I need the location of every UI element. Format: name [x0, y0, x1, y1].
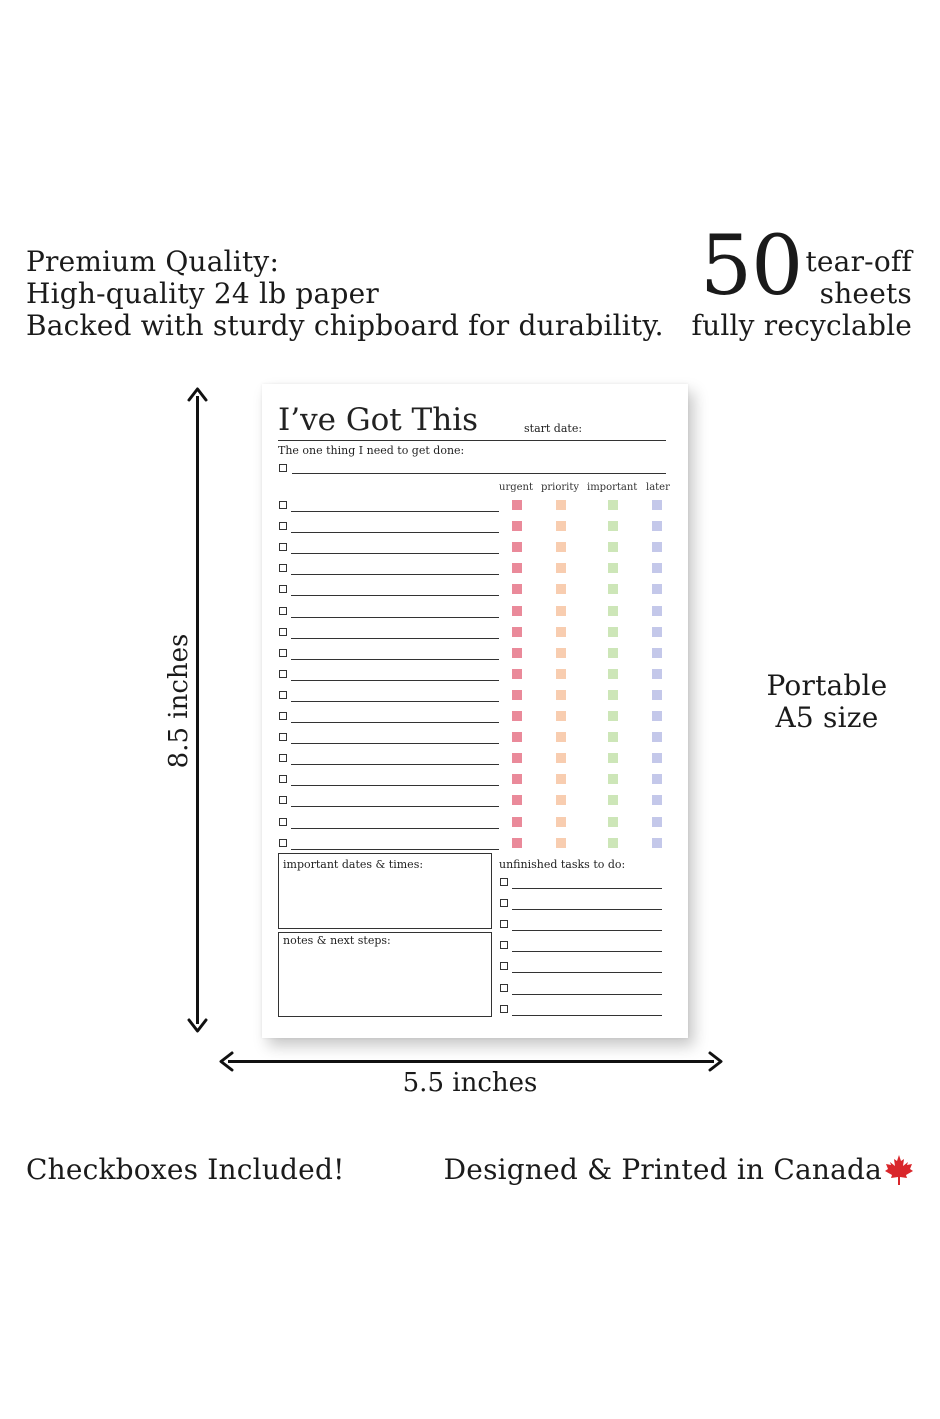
later-marker[interactable]	[652, 500, 662, 510]
priority-marker[interactable]	[556, 817, 566, 827]
task-checkbox[interactable]	[279, 818, 287, 826]
portable-size-block	[760, 670, 894, 734]
priority-marker[interactable]	[556, 648, 566, 658]
important-marker[interactable]	[608, 753, 618, 763]
planner-title: I’ve Got This	[278, 402, 479, 438]
important-marker[interactable]	[608, 669, 618, 679]
priority-marker[interactable]	[556, 711, 566, 721]
height-arrow-head-up-icon	[187, 386, 208, 402]
task-checkbox[interactable]	[279, 522, 287, 530]
task-line[interactable]	[291, 764, 499, 765]
later-marker[interactable]	[652, 627, 662, 637]
urgent-marker[interactable]	[512, 774, 522, 784]
priority-marker[interactable]	[556, 732, 566, 742]
column-important-header: important	[587, 482, 638, 493]
checkboxes-included-text: Checkboxes Included!	[26, 1153, 345, 1186]
task-checkbox[interactable]	[279, 628, 287, 636]
unfinished-checkbox[interactable]	[500, 878, 508, 886]
important-marker[interactable]	[608, 774, 618, 784]
premium-quality-title: Premium Quality:	[26, 245, 280, 278]
task-line[interactable]	[291, 743, 499, 744]
important-dates-label: important dates & times:	[283, 858, 424, 871]
urgent-marker[interactable]	[512, 711, 522, 721]
important-marker[interactable]	[608, 732, 618, 742]
important-marker[interactable]	[608, 606, 618, 616]
unfinished-line[interactable]	[512, 972, 662, 973]
unfinished-checkbox[interactable]	[500, 941, 508, 949]
later-marker[interactable]	[652, 817, 662, 827]
later-marker[interactable]	[652, 669, 662, 679]
unfinished-line[interactable]	[512, 1015, 662, 1016]
later-marker[interactable]	[652, 753, 662, 763]
priority-marker[interactable]	[556, 753, 566, 763]
tear-off-text: tear-off	[805, 245, 912, 278]
later-marker[interactable]	[652, 774, 662, 784]
later-marker[interactable]	[652, 732, 662, 742]
portable-text: Portable	[766, 669, 888, 702]
recyclable-text: fully recyclable	[691, 309, 912, 342]
later-marker[interactable]	[652, 838, 662, 848]
height-arrow-head-down-icon	[187, 1018, 208, 1034]
unfinished-checkbox[interactable]	[500, 920, 508, 928]
task-checkbox[interactable]	[279, 796, 287, 804]
task-line[interactable]	[291, 553, 499, 554]
chipboard-text: Backed with sturdy chipboard for durability.	[26, 309, 664, 342]
a5-size-text: A5 size	[775, 701, 879, 734]
important-marker[interactable]	[608, 795, 618, 805]
width-arrow-head-right-icon	[708, 1051, 724, 1072]
important-marker[interactable]	[608, 838, 618, 848]
later-marker[interactable]	[652, 606, 662, 616]
important-marker[interactable]	[608, 542, 618, 552]
premium-quality-block	[26, 246, 664, 342]
unfinished-line[interactable]	[512, 951, 662, 952]
later-marker[interactable]	[652, 521, 662, 531]
later-marker[interactable]	[652, 584, 662, 594]
task-line[interactable]	[291, 511, 499, 512]
unfinished-line[interactable]	[512, 909, 662, 910]
priority-marker[interactable]	[556, 795, 566, 805]
unfinished-line[interactable]	[512, 888, 662, 889]
later-marker[interactable]	[652, 563, 662, 573]
column-later-header: later	[646, 482, 670, 493]
task-checkbox[interactable]	[279, 839, 287, 847]
priority-marker[interactable]	[556, 838, 566, 848]
priority-marker[interactable]	[556, 774, 566, 784]
task-checkbox[interactable]	[279, 670, 287, 678]
paper-weight-text: High-quality 24 lb paper	[26, 277, 379, 310]
urgent-marker[interactable]	[512, 795, 522, 805]
task-line[interactable]	[291, 574, 499, 575]
task-checkbox[interactable]	[279, 607, 287, 615]
important-marker[interactable]	[608, 690, 618, 700]
urgent-marker[interactable]	[512, 584, 522, 594]
priority-marker[interactable]	[556, 500, 566, 510]
task-line[interactable]	[291, 701, 499, 702]
unfinished-line[interactable]	[512, 930, 662, 931]
task-checkbox[interactable]	[279, 775, 287, 783]
later-marker[interactable]	[652, 648, 662, 658]
priority-marker[interactable]	[556, 521, 566, 531]
width-label: 5.5 inches	[402, 1068, 538, 1098]
task-line[interactable]	[291, 785, 499, 786]
urgent-marker[interactable]	[512, 648, 522, 658]
important-marker[interactable]	[608, 563, 618, 573]
urgent-marker[interactable]	[512, 500, 522, 510]
priority-marker[interactable]	[556, 627, 566, 637]
later-marker[interactable]	[652, 795, 662, 805]
column-urgent-header: urgent	[499, 482, 533, 493]
start-date-label: start date:	[524, 422, 583, 435]
urgent-marker[interactable]	[512, 817, 522, 827]
title-underline	[278, 440, 666, 441]
sheets-text: sheets	[819, 277, 912, 310]
task-checkbox[interactable]	[279, 691, 287, 699]
made-in-canada-text: Designed & Printed in Canada	[443, 1153, 882, 1186]
later-marker[interactable]	[652, 711, 662, 721]
task-checkbox[interactable]	[279, 712, 287, 720]
one-thing-line	[292, 473, 666, 474]
urgent-marker[interactable]	[512, 606, 522, 616]
unfinished-checkbox[interactable]	[500, 1005, 508, 1013]
priority-marker[interactable]	[556, 606, 566, 616]
urgent-marker[interactable]	[512, 669, 522, 679]
width-arrow-head-left-icon	[218, 1051, 234, 1072]
sheet-count: 50	[700, 219, 803, 314]
urgent-marker[interactable]	[512, 521, 522, 531]
height-arrow	[196, 396, 199, 1024]
task-line[interactable]	[291, 722, 499, 723]
urgent-marker[interactable]	[512, 753, 522, 763]
unfinished-checkbox[interactable]	[500, 962, 508, 970]
column-priority-header: priority	[541, 482, 580, 493]
task-checkbox[interactable]	[279, 501, 287, 509]
urgent-marker[interactable]	[512, 690, 522, 700]
task-checkbox[interactable]	[279, 585, 287, 593]
maple-leaf-icon	[884, 1154, 914, 1186]
task-checkbox[interactable]	[279, 754, 287, 762]
task-line[interactable]	[291, 659, 499, 660]
important-marker[interactable]	[608, 500, 618, 510]
urgent-marker[interactable]	[512, 542, 522, 552]
important-marker[interactable]	[608, 711, 618, 721]
one-thing-checkbox[interactable]	[279, 464, 287, 472]
task-line[interactable]	[291, 828, 499, 829]
urgent-marker[interactable]	[512, 838, 522, 848]
unfinished-line[interactable]	[512, 994, 662, 995]
task-line[interactable]	[291, 806, 499, 807]
task-checkbox[interactable]	[279, 564, 287, 572]
task-line[interactable]	[291, 680, 499, 681]
urgent-marker[interactable]	[512, 563, 522, 573]
task-line[interactable]	[291, 617, 499, 618]
unfinished-tasks-label: unfinished tasks to do:	[499, 858, 626, 871]
task-checkbox[interactable]	[279, 649, 287, 657]
important-marker[interactable]	[608, 521, 618, 531]
urgent-marker[interactable]	[512, 732, 522, 742]
priority-marker[interactable]	[556, 669, 566, 679]
important-marker[interactable]	[608, 627, 618, 637]
important-marker[interactable]	[608, 817, 618, 827]
urgent-marker[interactable]	[512, 627, 522, 637]
later-marker[interactable]	[652, 542, 662, 552]
task-line[interactable]	[291, 849, 499, 850]
unfinished-checkbox[interactable]	[500, 899, 508, 907]
priority-marker[interactable]	[556, 690, 566, 700]
height-label: 8.5 inches	[164, 633, 194, 769]
later-marker[interactable]	[652, 690, 662, 700]
priority-marker[interactable]	[556, 563, 566, 573]
task-line[interactable]	[291, 532, 499, 533]
planner-sheet	[262, 384, 688, 1038]
important-marker[interactable]	[608, 584, 618, 594]
one-thing-label: The one thing I need to get done:	[278, 444, 465, 457]
priority-marker[interactable]	[556, 584, 566, 594]
priority-marker[interactable]	[556, 542, 566, 552]
unfinished-checkbox[interactable]	[500, 984, 508, 992]
notes-label: notes & next steps:	[283, 934, 391, 947]
task-checkbox[interactable]	[279, 733, 287, 741]
task-checkbox[interactable]	[279, 543, 287, 551]
important-marker[interactable]	[608, 648, 618, 658]
task-line[interactable]	[291, 595, 499, 596]
width-arrow	[228, 1060, 714, 1063]
task-line[interactable]	[291, 638, 499, 639]
